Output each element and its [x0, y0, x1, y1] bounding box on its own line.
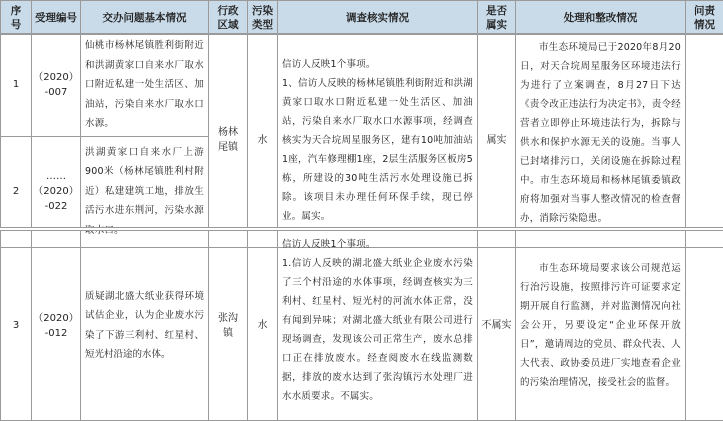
row3-verified: 不属实	[478, 231, 516, 421]
row3-case-no: （2020） -012	[32, 231, 81, 421]
row1-case-no: （2020） -007	[32, 34, 81, 137]
group1-investigation: 信访人反映1个事项。 1、信访人反映的杨林尾镇胜利街附近和洪湖黄家口取水口附近私建一处生活区、加油站，污染自来水厂取水口水源事项，经调查核实为天合垸周星服务区，建有10吨加油站1座，汽车修理棚1座，2层生活服务区板房5栋，所建设的30吨生活污水处理设施已拆除。该项目未办理任何环保手续，现已停业。属实。	[278, 34, 478, 248]
row2-seq: 2	[1, 136, 32, 247]
group1-handling: 市生态环境局已于2020年8月20日，对天合垸周星服务区环境违法行为进行了立案调查，8月27日下达《责令改正违法行为决定书》，责令经营者立即停止环境违法行为，拆除与供水和保护水源无关的设施。当事人已封堵排污口，关闭设施在拆除过程中。市生态环境局和杨林尾镇委镇政府将加强对当事人整改情况的检查督办，消除污染隐患。	[516, 34, 686, 248]
row3-seq: 3	[1, 231, 32, 421]
group1-accountability	[686, 34, 723, 248]
table-row	[1, 231, 723, 421]
row2-issue: 洪湖黄家口自来水厂上游900米（杨林尾镇胜利村附近）私建建筑工地，排放生活污水进东荆河，污染水源	[81, 136, 209, 247]
header-case-no: 受理编号	[32, 1, 81, 35]
row1-seq: 1	[1, 34, 32, 137]
row3-issue: 质疑湖北盛大纸业获得环境试估企业，认为企业废水污染了下游三利村、红星村、短光村沿途的水体。	[81, 231, 209, 421]
row3-investigation: 信访人反映1个事项。 1.信访人反映的湖北盛大纸业企业废水污染了三个村沿途的水体事项，经调查核实为三利村、红星村、短光村的河流水体正常，没有闻到异味；对湖北盛大纸业有限公司进行现场调查，发现该公司正常生产，废水总排口正在排放废水。经查阅废水在线监测数据，排放的废水达到了张沟镇污水处理厂进水水质要求。不属实。	[278, 231, 478, 421]
row3-region: 张沟 镇	[209, 231, 248, 421]
table-group-2	[0, 230, 723, 421]
row3-handling: 市生态环境局要求该公司规范运行治污设施，按照排污许可证要求定期开展自行监测，并对监测情况向社会公开，另要设定“企业环保开放日”，邀请周边的党员、群众代表、人大代表、政协委员进厂实地查看企业的污染治理情况，接受社会的监督。	[516, 231, 686, 421]
table-group-1	[0, 33, 723, 248]
header-region: 行政 区域	[209, 1, 248, 35]
group1-verified: 属实	[478, 34, 516, 248]
header-issue: 交办问题基本情况	[81, 1, 209, 35]
row3-accountability	[686, 231, 723, 421]
row3-pollution: 水	[248, 231, 278, 421]
header-pollution: 污染 类型	[248, 1, 278, 35]
header-handling: 处理和整改情况	[516, 1, 686, 35]
group1-region: 杨林 尾镇	[209, 34, 248, 248]
header-verified: 是否 属实	[478, 1, 516, 35]
table-header	[0, 0, 723, 35]
table-row	[1, 34, 723, 137]
row1-issue: 仙桃市杨林尾镇胜利街附近和洪湖黄家口自来水厂取水口附近私建一处生活区、加油站，污染自来水厂取水口水源。	[81, 34, 209, 137]
header-accountability: 问责 情况	[686, 1, 723, 35]
row2-case-no: …… （2020） -022	[32, 136, 81, 247]
header-investigation: 调查核实情况	[278, 1, 478, 35]
header-seq: 序 号	[1, 1, 32, 35]
group1-pollution: 水	[248, 34, 278, 248]
